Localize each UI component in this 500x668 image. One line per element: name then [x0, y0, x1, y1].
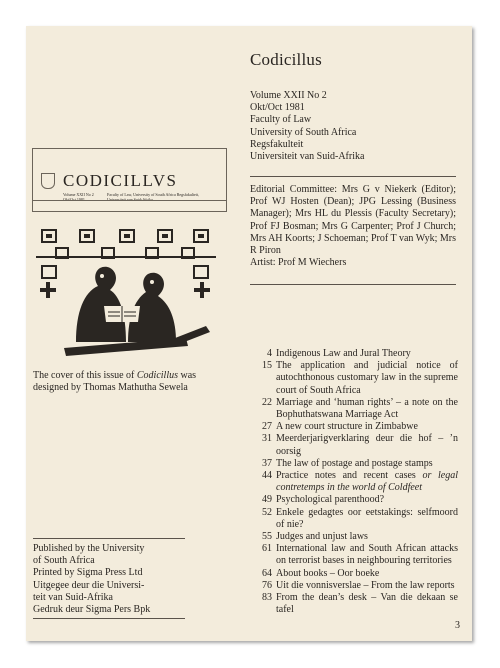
issue-university: University of South Africa — [250, 126, 357, 138]
toc-entry — [250, 348, 458, 360]
publisher-line: teit van Suid-Afrika — [33, 591, 113, 603]
toc-entry — [250, 531, 458, 543]
toc-title: Psychological parenthood? — [276, 494, 385, 506]
toc-page-number: 52 — [262, 506, 272, 518]
toc-page-number: 83 — [262, 592, 272, 604]
issue-faculty-af: Regsfakulteit — [250, 138, 304, 150]
rule-editorial-top — [250, 176, 456, 177]
toc-entry — [250, 543, 458, 567]
issue-info — [250, 90, 364, 163]
masthead-small-right: Faculty of Law, University of South Africa Regsfakulteit, Universiteit van Suid-Afrika — [107, 192, 200, 202]
toc-page-number: 37 — [262, 457, 272, 469]
toc-title: From the dean’s desk – Van die dekaan se tafel — [276, 592, 458, 616]
rule-publisher-bottom — [33, 618, 185, 619]
toc-entry — [250, 580, 458, 592]
toc-title: Marriage and ‘human rights’ – a note on the Bophuthatswana Marriage Act — [276, 396, 458, 421]
cover-caption — [33, 370, 218, 394]
toc-entry — [250, 592, 458, 616]
toc-entry — [250, 397, 458, 421]
toc-title — [276, 470, 458, 494]
masthead-name: CODICILLVS — [63, 171, 178, 190]
toc-title: Uit die vonnisverslae – From the law reports — [276, 579, 455, 591]
publisher-line: Published by the University — [33, 543, 145, 554]
publisher-line: Printed by Sigma Press Ltd — [33, 567, 143, 579]
toc-page-number: 76 — [262, 579, 272, 591]
toc-title: The law of postage and postage stamps — [276, 457, 433, 469]
cover-caption-text: The cover of this issue of — [33, 370, 137, 381]
toc-page-number: 49 — [262, 494, 272, 506]
toc-entry — [250, 433, 458, 457]
toc-title: International law and South African attacks on terrorist bases in neighbouring territories — [276, 543, 458, 567]
publisher-block — [33, 543, 183, 616]
editorial-committee — [250, 184, 456, 269]
toc-page-number: 22 — [262, 396, 272, 408]
toc-title: Judges and unjust laws — [276, 531, 368, 543]
toc-title: Indigenous Law and Jural Theory — [276, 348, 411, 359]
publisher-line: of South Africa — [33, 555, 95, 567]
toc-entry — [250, 458, 458, 470]
magazine-page — [26, 26, 472, 641]
toc-title: Meerderjarigverklaring deur die hof – ’n oorsig — [276, 433, 458, 457]
cover-caption-title: Codicillus — [136, 370, 178, 381]
artist-credit: Artist: Prof M Wiechers — [250, 257, 347, 269]
editorial-text: Editorial Committee: Mrs G v Niekerk (Editor); Prof WJ Hosten (Dean); JPG Lessing (Business Manager); Mrs HL du Plessis (Faculty Secretary); Prof FJ Bosman; Mrs G Carpenter; Prof J Church; Mrs AH Koorts; J Schoeman; Prof T van Wyk; Mrs R Piron — [250, 184, 456, 257]
crest-icon — [41, 173, 55, 189]
toc-page-number: 15 — [262, 360, 272, 372]
toc-title: Enkele gedagtes oor eetstakings: selfmoord of nie? — [276, 506, 458, 530]
toc-page-number: 55 — [262, 531, 272, 543]
toc-entry — [250, 421, 458, 433]
toc-page-number: 64 — [262, 567, 272, 579]
publisher-line: Uitgegee deur die Universi- — [33, 579, 145, 591]
toc-title-main: Practice notes and recent cases — [276, 470, 423, 482]
toc-page-number: 61 — [262, 543, 272, 555]
rule-publisher-top — [33, 538, 185, 539]
toc-title: About books – Oor boeke — [276, 567, 380, 579]
issue-faculty: Faculty of Law — [250, 114, 312, 126]
toc-page-number: 31 — [262, 433, 272, 445]
toc-title: A new court structure in Zimbabwe — [276, 421, 418, 433]
toc-page-number: 27 — [262, 421, 272, 433]
table-of-contents — [250, 348, 458, 616]
toc-entry — [250, 507, 458, 531]
page-number: 3 — [455, 620, 460, 631]
toc-page-number: 4 — [267, 348, 272, 359]
issue-date: Okt/Oct 1981 — [250, 102, 305, 114]
masthead-thumbnail — [32, 148, 227, 212]
cover-illustration — [36, 222, 216, 362]
toc-entry — [250, 494, 458, 506]
toc-title-italic: or legal contretemps in the world of Coldfeet — [276, 470, 458, 494]
toc-entry — [250, 568, 458, 580]
toc-title: The application and judicial notice of autochthonous customary law in the supreme court of South Africa — [276, 360, 458, 396]
publisher-line: Gedruk deur Sigma Pers Bpk — [33, 604, 151, 616]
masthead-bottom-band — [33, 200, 226, 211]
issue-university-af: Universiteit van Suid-Afrika — [250, 151, 365, 163]
toc-entry — [250, 470, 458, 494]
toc-page-number: 44 — [262, 470, 272, 482]
toc-entry — [250, 360, 458, 397]
rule-editorial-bottom — [250, 284, 456, 285]
issue-volume: Volume XXII No 2 — [250, 90, 327, 101]
masthead-small-left: Volume XXII No 2 Okt/Oct 1981 — [63, 192, 94, 202]
magazine-title: Codicillus — [250, 50, 322, 69]
cover-caption-credit: was designed by Thomas Mathutha Sewela — [33, 370, 197, 394]
